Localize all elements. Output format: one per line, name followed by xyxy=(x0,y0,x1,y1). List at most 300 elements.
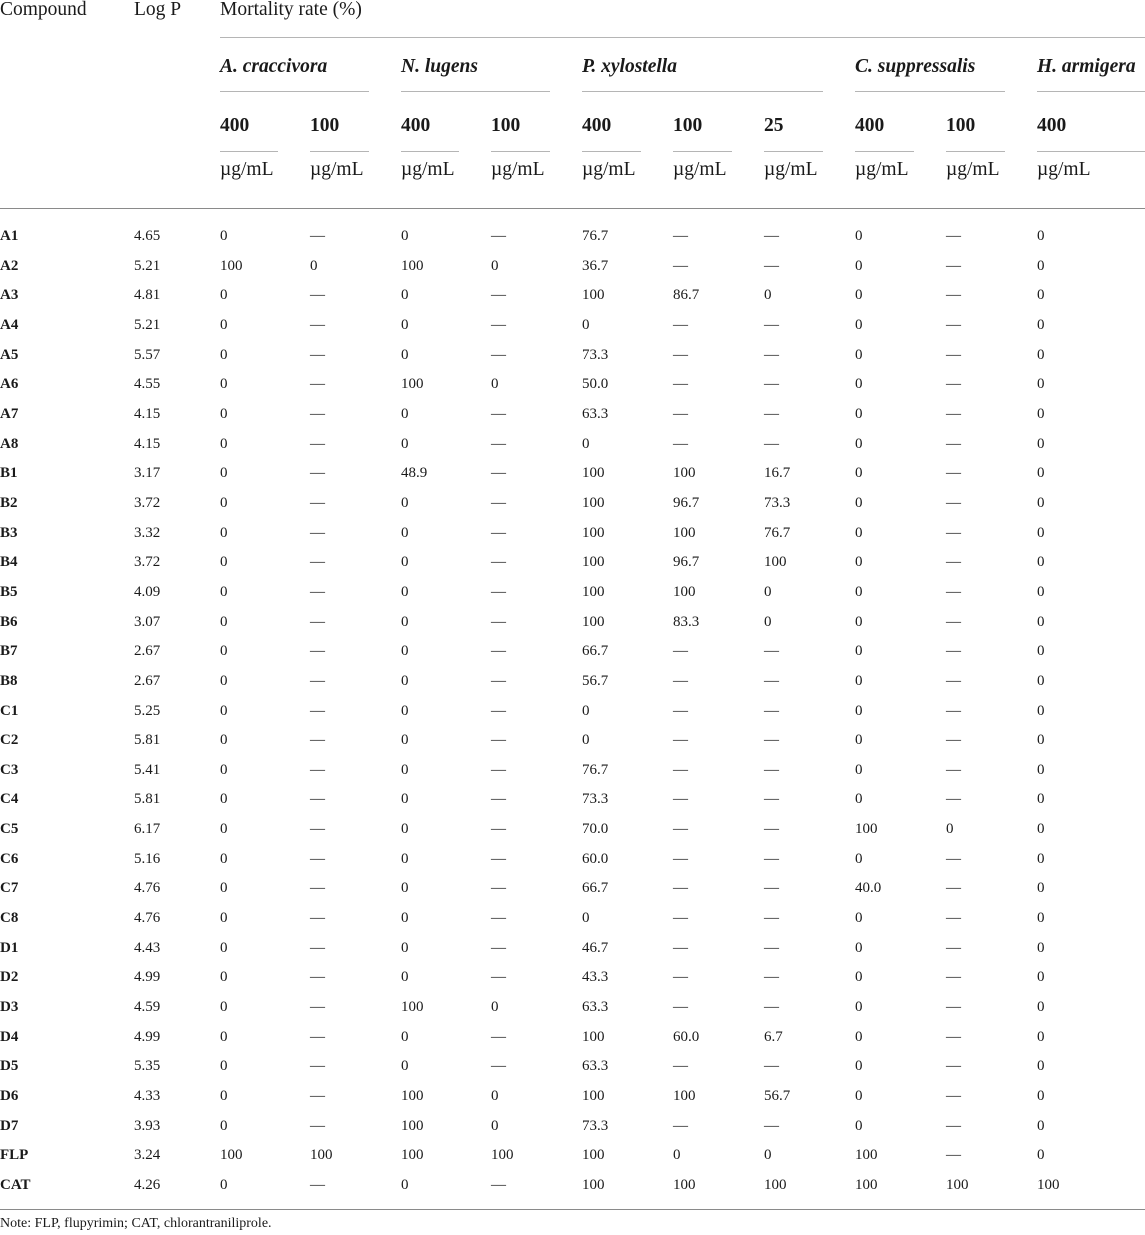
mortality-header: Mortality rate (%) xyxy=(220,0,1145,38)
mortality-cell: 0 xyxy=(582,316,590,333)
mortality-cell: 0 xyxy=(764,287,772,304)
mortality-cell: — xyxy=(946,613,961,630)
compound-cell: D6 xyxy=(0,1088,19,1105)
mortality-cell: 0 xyxy=(310,257,318,274)
logp-cell: 4.55 xyxy=(134,376,161,393)
mortality-cell: — xyxy=(310,435,325,452)
mortality-cell: 100 xyxy=(401,1117,424,1134)
mortality-cell: 100 xyxy=(855,1147,878,1164)
mortality-cell: — xyxy=(764,316,779,333)
compound-cell: B5 xyxy=(0,583,18,600)
mortality-cell: — xyxy=(764,405,779,422)
mortality-cell: — xyxy=(673,1058,688,1075)
table-row xyxy=(0,697,1145,727)
mortality-cell: 100 xyxy=(582,287,605,304)
mortality-cell: — xyxy=(673,346,688,363)
mortality-cell: — xyxy=(491,969,506,986)
table-row xyxy=(0,459,1145,489)
table-row xyxy=(0,785,1145,815)
mortality-cell: 0 xyxy=(220,939,228,956)
table-row xyxy=(0,1171,1145,1209)
mortality-cell: 100 xyxy=(855,1171,946,1209)
concentration-header: 400 xyxy=(401,94,491,152)
compound-cell: A5 xyxy=(0,346,19,363)
concentration-header: 100 xyxy=(310,94,401,152)
mortality-cell: 0 xyxy=(491,257,499,274)
mortality-cell: — xyxy=(673,969,688,986)
concentration-header: 400 xyxy=(1037,94,1145,152)
mortality-cell: 0 xyxy=(1037,524,1045,541)
mortality-cell: 100 xyxy=(310,1147,333,1164)
mortality-cell: — xyxy=(491,761,506,778)
mortality-cell: — xyxy=(310,1171,401,1209)
mortality-cell: — xyxy=(310,732,325,749)
mortality-cell: 0 xyxy=(1037,850,1045,867)
concentration-header: 400 xyxy=(582,94,673,152)
mortality-cell: 0 xyxy=(1037,1117,1045,1134)
mortality-cell: — xyxy=(491,702,506,719)
mortality-cell: 0 xyxy=(220,316,228,333)
mortality-cell: 0 xyxy=(1037,287,1045,304)
mortality-cell: — xyxy=(946,1028,961,1045)
table-row xyxy=(0,252,1145,282)
compound-cell: D4 xyxy=(0,1028,19,1045)
mortality-cell: — xyxy=(491,554,506,571)
mortality-cell: 0 xyxy=(491,1117,499,1134)
compound-cell: D2 xyxy=(0,969,19,986)
mortality-cell: — xyxy=(673,791,688,808)
mortality-cell: 0 xyxy=(491,999,499,1016)
compound-cell: D5 xyxy=(0,1058,19,1075)
compound-cell: C4 xyxy=(0,791,19,808)
mortality-cell: 0 xyxy=(855,939,863,956)
mortality-cell: — xyxy=(491,643,506,660)
compound-cell: C1 xyxy=(0,702,19,719)
logp-cell: 3.72 xyxy=(134,554,161,571)
logp-cell: 4.26 xyxy=(134,1171,220,1209)
mortality-cell: 66.7 xyxy=(582,880,609,897)
mortality-cell: — xyxy=(764,969,779,986)
mortality-cell: — xyxy=(310,850,325,867)
mortality-cell: 0 xyxy=(1037,613,1045,630)
mortality-cell: 100 xyxy=(764,554,787,571)
mortality-cell: — xyxy=(491,405,506,422)
compound-cell: B7 xyxy=(0,643,18,660)
mortality-cell: 100 xyxy=(582,465,605,482)
mortality-cell: — xyxy=(764,821,779,838)
table-row xyxy=(0,341,1145,371)
mortality-cell: — xyxy=(673,761,688,778)
mortality-cell: — xyxy=(764,910,779,927)
mortality-cell: — xyxy=(946,465,961,482)
mortality-cell: 0 xyxy=(855,228,863,244)
mortality-cell: 0 xyxy=(1037,1028,1045,1045)
mortality-cell: 100 xyxy=(1037,1171,1145,1209)
table-row xyxy=(0,1141,1145,1171)
unit-header: µg/mL xyxy=(401,152,491,209)
mortality-cell: — xyxy=(673,1117,688,1134)
mortality-cell: — xyxy=(946,969,961,986)
mortality-cell: 0 xyxy=(1037,821,1045,838)
mortality-cell: 0 xyxy=(401,672,409,689)
mortality-cell: 73.3 xyxy=(582,346,609,363)
unit-header: µg/mL xyxy=(673,152,764,209)
mortality-cell: 0 xyxy=(401,405,409,422)
mortality-cell: 100 xyxy=(582,583,605,600)
mortality-cell: — xyxy=(673,643,688,660)
table-row xyxy=(0,667,1145,697)
mortality-cell: 76.7 xyxy=(582,761,609,778)
mortality-cell: 0 xyxy=(855,257,863,274)
table-row xyxy=(0,1023,1145,1053)
mortality-cell: 0 xyxy=(1037,346,1045,363)
compound-cell: B1 xyxy=(0,465,18,482)
mortality-cell: — xyxy=(310,583,325,600)
logp-cell: 3.17 xyxy=(134,465,161,482)
mortality-cell: 100 xyxy=(673,1171,764,1209)
compound-cell: D1 xyxy=(0,939,19,956)
mortality-cell: 66.7 xyxy=(582,643,609,660)
compound-cell: B2 xyxy=(0,494,18,511)
mortality-cell: 0 xyxy=(401,939,409,956)
mortality-cell: 73.3 xyxy=(582,791,609,808)
mortality-cell: 83.3 xyxy=(673,613,700,630)
unit-header: µg/mL xyxy=(582,152,673,209)
mortality-cell: 0 xyxy=(855,376,863,393)
mortality-cell: 100 xyxy=(582,554,605,571)
mortality-cell: — xyxy=(764,672,779,689)
mortality-cell: — xyxy=(946,643,961,660)
logp-cell: 4.15 xyxy=(134,435,161,452)
mortality-cell: 100 xyxy=(401,1147,424,1164)
mortality-cell: — xyxy=(310,287,325,304)
mortality-cell: — xyxy=(946,257,961,274)
mortality-cell: — xyxy=(946,999,961,1016)
unit-header: µg/mL xyxy=(855,152,946,209)
logp-cell: 4.76 xyxy=(134,910,161,927)
mortality-cell: — xyxy=(764,939,779,956)
logp-cell: 4.81 xyxy=(134,287,161,304)
mortality-cell: 40.0 xyxy=(855,880,882,897)
mortality-cell: 0 xyxy=(764,583,772,600)
mortality-cell: — xyxy=(946,435,961,452)
mortality-cell: 100 xyxy=(401,376,424,393)
mortality-cell: 0 xyxy=(220,554,228,571)
table-row xyxy=(0,993,1145,1023)
mortality-cell: 0 xyxy=(401,761,409,778)
mortality-cell: 0 xyxy=(220,376,228,393)
table-row xyxy=(0,209,1145,252)
compound-cell: B8 xyxy=(0,672,18,689)
mortality-cell: — xyxy=(310,643,325,660)
mortality-cell: 0 xyxy=(220,732,228,749)
mortality-cell: — xyxy=(491,524,506,541)
mortality-cell: 73.3 xyxy=(764,494,791,511)
logp-cell: 5.21 xyxy=(134,316,161,333)
logp-cell: 4.15 xyxy=(134,405,161,422)
table-row xyxy=(0,815,1145,845)
mortality-cell: 100 xyxy=(673,1088,696,1105)
mortality-cell: — xyxy=(764,761,779,778)
mortality-cell: — xyxy=(946,672,961,689)
mortality-cell: 100 xyxy=(401,257,424,274)
mortality-cell: 0 xyxy=(220,494,228,511)
mortality-cell: 0 xyxy=(582,435,590,452)
table-row xyxy=(0,430,1145,460)
mortality-cell: 0 xyxy=(1037,376,1045,393)
mortality-cell: 0 xyxy=(855,761,863,778)
table-row xyxy=(0,400,1145,430)
mortality-cell: 100 xyxy=(220,257,243,274)
mortality-cell: — xyxy=(673,850,688,867)
mortality-cell: 0 xyxy=(401,228,409,244)
mortality-cell: 0 xyxy=(1037,672,1045,689)
table-row xyxy=(0,934,1145,964)
compound-cell: C7 xyxy=(0,880,19,897)
mortality-cell: — xyxy=(491,613,506,630)
table-row xyxy=(0,370,1145,400)
unit-header: µg/mL xyxy=(220,152,310,209)
compound-cell: D7 xyxy=(0,1117,19,1134)
mortality-cell: 63.3 xyxy=(582,1058,609,1075)
mortality-cell: — xyxy=(491,1058,506,1075)
mortality-cell: 0 xyxy=(220,850,228,867)
mortality-cell: 0 xyxy=(491,376,499,393)
mortality-cell: 0 xyxy=(855,910,863,927)
mortality-cell: — xyxy=(673,702,688,719)
mortality-cell: 0 xyxy=(855,435,863,452)
mortality-cell: — xyxy=(310,821,325,838)
unit-header: µg/mL xyxy=(764,152,855,209)
compound-cell: C2 xyxy=(0,732,19,749)
mortality-cell: 0 xyxy=(401,1171,491,1209)
mortality-cell: — xyxy=(310,880,325,897)
mortality-cell: — xyxy=(764,643,779,660)
mortality-cell: 6.7 xyxy=(764,1028,783,1045)
mortality-cell: 0 xyxy=(220,672,228,689)
mortality-cell: — xyxy=(946,732,961,749)
logp-cell: 4.76 xyxy=(134,880,161,897)
mortality-cell: — xyxy=(764,850,779,867)
mortality-cell: — xyxy=(946,791,961,808)
species-header: N. lugens xyxy=(401,38,582,94)
table-row xyxy=(0,726,1145,756)
mortality-cell: — xyxy=(310,1088,325,1105)
mortality-cell: 100 xyxy=(582,1028,605,1045)
compound-cell: A8 xyxy=(0,435,19,452)
logp-cell: 3.32 xyxy=(134,524,161,541)
mortality-cell: — xyxy=(310,613,325,630)
compound-cell: CAT xyxy=(0,1171,134,1209)
mortality-cell: — xyxy=(946,554,961,571)
mortality-cell: 70.0 xyxy=(582,821,609,838)
mortality-cell: 0 xyxy=(220,702,228,719)
logp-cell: 5.57 xyxy=(134,346,161,363)
mortality-cell: 0 xyxy=(1037,228,1045,244)
mortality-cell: 0 xyxy=(1037,761,1045,778)
mortality-cell: 0 xyxy=(220,1171,310,1209)
mortality-cell: — xyxy=(491,287,506,304)
mortality-cell: 0 xyxy=(855,643,863,660)
mortality-cell: 43.3 xyxy=(582,969,609,986)
mortality-cell: — xyxy=(491,850,506,867)
mortality-cell: 0 xyxy=(855,405,863,422)
compound-cell: C6 xyxy=(0,850,19,867)
mortality-cell: 63.3 xyxy=(582,405,609,422)
mortality-cell: 0 xyxy=(220,1117,228,1134)
mortality-cell: 0 xyxy=(220,821,228,838)
mortality-cell: — xyxy=(946,702,961,719)
mortality-cell: — xyxy=(673,732,688,749)
mortality-cell: 100 xyxy=(673,465,696,482)
mortality-cell: 0 xyxy=(855,287,863,304)
mortality-cell: 100 xyxy=(491,1147,514,1164)
mortality-cell: 0 xyxy=(855,583,863,600)
compound-cell: C5 xyxy=(0,821,19,838)
mortality-cell: 0 xyxy=(855,1058,863,1075)
mortality-cell: 0 xyxy=(1037,1147,1045,1164)
mortality-cell: 96.7 xyxy=(673,554,700,571)
mortality-cell: 0 xyxy=(582,910,590,927)
mortality-cell: 0 xyxy=(1037,732,1045,749)
logp-cell: 4.33 xyxy=(134,1088,161,1105)
mortality-cell: 76.7 xyxy=(764,524,791,541)
mortality-cell: 0 xyxy=(1037,791,1045,808)
mortality-cell: — xyxy=(946,287,961,304)
mortality-cell: — xyxy=(310,376,325,393)
mortality-cell: 0 xyxy=(1037,643,1045,660)
mortality-cell: — xyxy=(491,880,506,897)
mortality-cell: — xyxy=(764,732,779,749)
mortality-cell: 0 xyxy=(220,880,228,897)
mortality-cell: 100 xyxy=(582,1171,673,1209)
logp-cell: 5.21 xyxy=(134,257,161,274)
logp-cell: 3.93 xyxy=(134,1117,161,1134)
mortality-cell: 0 xyxy=(855,554,863,571)
mortality-cell: 0 xyxy=(401,583,409,600)
mortality-cell: 0 xyxy=(673,1147,681,1164)
species-header: H. armigera xyxy=(1037,38,1145,94)
mortality-cell: 0 xyxy=(1037,583,1045,600)
species-header: P. xylostella xyxy=(582,38,855,94)
mortality-cell: 0 xyxy=(220,910,228,927)
logp-cell: 3.07 xyxy=(134,613,161,630)
mortality-cell: 0 xyxy=(855,791,863,808)
mortality-cell: 0 xyxy=(220,999,228,1016)
mortality-cell: 0 xyxy=(582,702,590,719)
mortality-cell: 0 xyxy=(855,316,863,333)
mortality-cell: — xyxy=(310,316,325,333)
compound-cell: FLP xyxy=(0,1147,29,1164)
mortality-cell: — xyxy=(764,346,779,363)
mortality-cell: 0 xyxy=(1037,405,1045,422)
compound-cell: B4 xyxy=(0,554,18,571)
logp-cell: 4.65 xyxy=(134,228,161,244)
mortality-cell: 100 xyxy=(401,1088,424,1105)
mortality-cell: 60.0 xyxy=(673,1028,700,1045)
mortality-cell: — xyxy=(491,228,506,244)
compound-cell: A1 xyxy=(0,228,19,244)
mortality-cell: 100 xyxy=(582,494,605,511)
mortality-cell: 0 xyxy=(855,346,863,363)
mortality-cell: — xyxy=(946,228,961,244)
mortality-cell: 0 xyxy=(401,613,409,630)
mortality-cell: 0 xyxy=(855,613,863,630)
mortality-cell: — xyxy=(946,1058,961,1075)
mortality-cell: — xyxy=(310,228,325,244)
logp-cell: 2.67 xyxy=(134,643,161,660)
mortality-cell: 0 xyxy=(764,613,772,630)
compound-cell: D3 xyxy=(0,999,19,1016)
mortality-cell: 100 xyxy=(582,613,605,630)
table-row xyxy=(0,578,1145,608)
logp-cell: 3.24 xyxy=(134,1147,161,1164)
mortality-cell: 0 xyxy=(946,821,954,838)
mortality-cell: — xyxy=(310,999,325,1016)
mortality-cell: — xyxy=(764,1117,779,1134)
mortality-cell: — xyxy=(310,1058,325,1075)
mortality-cell: 46.7 xyxy=(582,939,609,956)
mortality-cell: — xyxy=(310,494,325,511)
mortality-cell: 100 xyxy=(673,524,696,541)
mortality-cell: 0 xyxy=(1037,316,1045,333)
logp-cell: 5.81 xyxy=(134,732,161,749)
mortality-cell: 0 xyxy=(401,969,409,986)
mortality-cell: 0 xyxy=(855,494,863,511)
mortality-cell: 76.7 xyxy=(582,228,609,244)
mortality-cell: 0 xyxy=(220,228,228,244)
unit-header: µg/mL xyxy=(946,152,1037,209)
mortality-cell: 100 xyxy=(220,1147,243,1164)
mortality-cell: — xyxy=(491,732,506,749)
mortality-cell: 0 xyxy=(401,554,409,571)
mortality-cell: 0 xyxy=(401,1028,409,1045)
mortality-cell: 0 xyxy=(220,346,228,363)
mortality-cell: 0 xyxy=(220,287,228,304)
mortality-cell: 0 xyxy=(220,761,228,778)
mortality-cell: 0 xyxy=(401,732,409,749)
mortality-cell: 0 xyxy=(855,969,863,986)
mortality-cell: — xyxy=(946,1088,961,1105)
mortality-cell: — xyxy=(310,791,325,808)
table-row xyxy=(0,519,1145,549)
mortality-cell: 0 xyxy=(855,732,863,749)
mortality-cell: 0 xyxy=(1037,554,1045,571)
mortality-cell: — xyxy=(946,1147,961,1164)
mortality-cell: 0 xyxy=(855,524,863,541)
mortality-cell: — xyxy=(673,999,688,1016)
mortality-cell: 0 xyxy=(401,435,409,452)
mortality-cell: 100 xyxy=(582,524,605,541)
mortality-cell: — xyxy=(310,702,325,719)
species-header: C. suppressalis xyxy=(855,38,1037,94)
mortality-cell: — xyxy=(310,910,325,927)
unit-header: µg/mL xyxy=(491,152,582,209)
compound-header: Compound xyxy=(0,0,87,20)
mortality-cell: 0 xyxy=(220,1028,228,1045)
mortality-cell: — xyxy=(764,376,779,393)
mortality-cell: — xyxy=(673,228,688,244)
mortality-cell: 0 xyxy=(855,672,863,689)
mortality-cell: — xyxy=(946,910,961,927)
mortality-cell: 96.7 xyxy=(673,494,700,511)
table-row xyxy=(0,637,1145,667)
mortality-cell: 0 xyxy=(401,880,409,897)
mortality-cell: 0 xyxy=(401,821,409,838)
mortality-cell: 100 xyxy=(582,1147,605,1164)
mortality-cell: — xyxy=(673,435,688,452)
logp-header: Log P xyxy=(134,0,182,20)
